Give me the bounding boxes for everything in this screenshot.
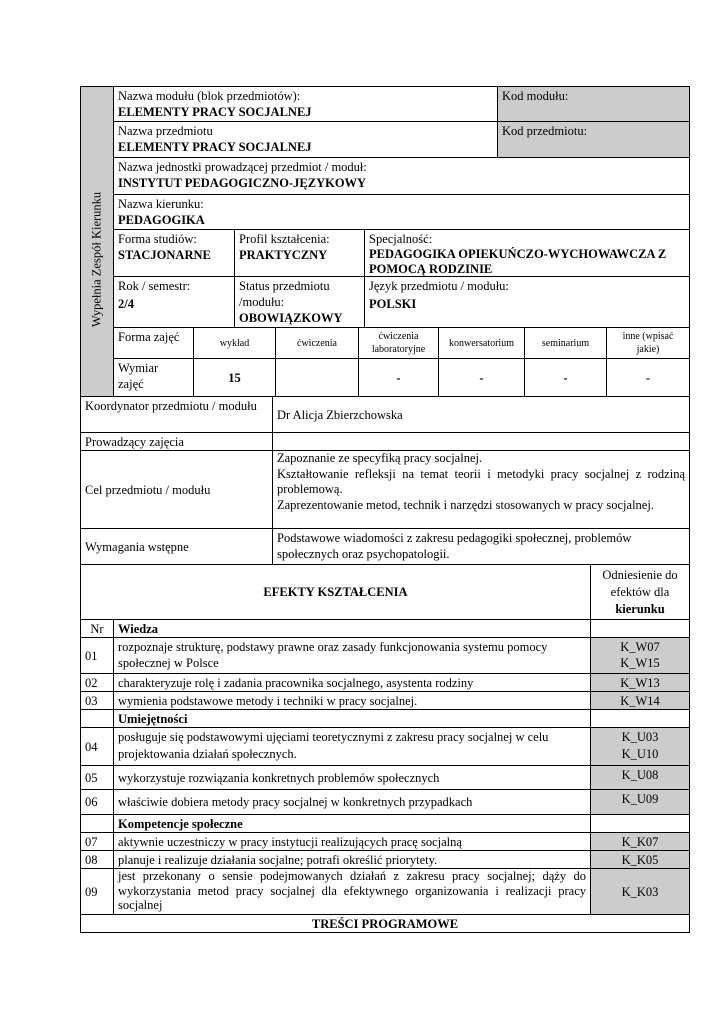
form-value: STACJONARNE [118,248,211,262]
subject-code-cell [497,121,690,158]
field-value: PEDAGOGIKA [118,213,205,227]
effect-03-text: wymienia podstawowe metody i techniki w pracy socjalnej. [113,691,591,710]
side-label: Wypełnia Zespół Kierunku [89,191,104,328]
subject-name-cell [113,121,498,158]
module-label: Nazwa modułu (blok przedmiotów): [118,89,301,103]
subject-label: Nazwa przedmiotu [118,124,213,138]
effect-02-ref: K_W13 [590,673,690,692]
hours-conversation: - [438,358,525,397]
effect-09-nr: 09 [80,868,114,915]
section-social-nr [80,814,114,833]
year-cell [113,276,235,328]
unit-label: Nazwa jednostki prowadzącej przedmiot / moduł: [118,160,367,174]
form-label: Forma studiów: [118,232,197,246]
hours-other: - [606,358,690,397]
effect-09-ref: K_K03 [590,868,690,915]
profile-label: Profil kształcenia: [239,232,330,246]
effect-01-ref-2: K_W15 [620,656,660,670]
module-code-cell [497,86,690,122]
field-cell [113,194,690,230]
effect-01-ref [590,637,690,674]
effect-06-nr: 06 [80,789,114,815]
section-skills-nr [80,709,114,728]
year-label: Rok / semestr: [118,279,191,293]
section-social: Kompetencje społeczne [113,814,591,833]
effect-01-text: rozpoznaje strukturę, podstawy prawne oraz zasady funkcjonowania systemu pomocy społecznej w Polsce [113,637,591,674]
specialty-value: PEDAGOGIKA OPIEKUŃCZO-WYCHOWAWCZA Z POMOCĄ RODZINIE [369,247,667,276]
effect-05-nr: 05 [80,765,114,790]
status-value: OBOWIĄZKOWY [239,311,343,325]
hours-lab: - [358,358,439,397]
effect-03-ref: K_W14 [590,691,690,710]
specialty-label: Specjalność: [369,232,433,246]
instructor-label: Prowadzący zajęcia [85,434,184,449]
section-knowledge-ref [590,619,690,638]
class-header-other: inne (wpisać jakie) [606,327,690,359]
section-knowledge: Wiedza [113,619,591,638]
effects-ref-label-2: efektów dla [610,585,670,599]
effect-06-ref: K_U09 [590,789,690,815]
effect-01-ref-1: K_W07 [620,640,660,654]
effect-02-nr: 02 [80,673,114,692]
goal-line-2: Kształtowanie refleksji na temat teorii i metodyki pracy socjalnej z rodziną problemową. [277,466,685,496]
status-label-1: Status przedmiotu [239,279,330,293]
effect-04-text: posługuje się podstawowymi ujęciami teoretycznymi z zakresu pracy socjalnej w celu projektowania działań społecznych. [113,727,591,766]
effect-04-ref [590,727,690,766]
goal-label: Cel przedmiotu / modułu [85,482,211,497]
requirements-label: Wymagania wstępne [85,539,189,554]
instructor-value-cell [272,432,690,451]
goal-label-cell [80,450,273,529]
module-name-cell [113,86,498,122]
effect-07-text: aktywnie uczestniczy w pracy instytucji realizujących pracę socjalną [113,832,591,851]
effects-ref-header [590,564,690,620]
requirements-value-cell [272,528,690,565]
effects-title: EFEKTY KSZTAŁCENIA [263,585,408,599]
profile-value: PRAKTYCZNY [239,248,328,262]
effect-03-nr: 03 [80,691,114,710]
effect-01-nr: 01 [80,637,114,674]
coordinator-label-cell [80,396,273,433]
nr-header: Nr [80,619,114,638]
language-cell [364,276,690,328]
subject-code-label: Kod przedmiotu: [502,124,588,138]
hours-label-cell [113,358,194,397]
language-value: POLSKI [369,297,417,311]
effect-04-ref-1: K_U03 [621,730,659,744]
field-label: Nazwa kierunku: [118,197,204,211]
class-header-lab: ćwiczenia laboratoryjne [358,327,439,359]
unit-cell [113,157,690,195]
classes-label-cell [113,327,194,359]
class-header-seminar: seminarium [524,327,607,359]
hours-label-2: zajęć [118,377,144,391]
section-social-ref [590,814,690,833]
subject-value: ELEMENTY PRACY SOCJALNEJ [118,140,312,154]
status-cell [234,276,365,328]
coordinator-label: Koordynator przedmiotu / modułu [85,399,257,413]
hours-seminar: - [524,358,607,397]
unit-value: INSTYTUT PEDAGOGICZNO-JĘZYKOWY [118,176,367,190]
status-label-2: /modułu: [239,295,285,309]
requirements-label-cell [80,528,273,565]
program-title: TREŚCI PROGRAMOWE [80,914,690,933]
requirements-value: Podstawowe wiadomości z zakresu pedagogiki społecznej, problemów społecznych oraz psychopatologii. [277,531,632,561]
coordinator-value-cell [272,396,690,433]
goal-value-cell [272,450,690,529]
effect-04-nr: 04 [80,727,114,766]
effect-09-text: jest przekonany o sensie podejmowanych działań z zakresu pracy socjalnej; dąży do wykorzystania metod pracy socjalnej dla efektywnego organizowania i realizacji pracy socjalnej [113,868,591,915]
section-skills-ref [590,709,690,728]
class-header-exercises: ćwiczenia [275,327,359,359]
language-label: Język przedmiotu / modułu: [369,279,509,293]
module-value: ELEMENTY PRACY SOCJALNEJ [118,105,312,119]
effect-07-ref: K_K07 [590,832,690,851]
effects-ref-label-1: Odniesienie do [602,568,678,582]
class-header-conversation: konwersatorium [438,327,525,359]
effect-05-ref: K_U08 [590,765,690,790]
specialty-cell [364,229,690,277]
effect-08-ref: K_K05 [590,850,690,869]
coordinator-value: Dr Alicja Zbierzchowska [277,407,403,422]
section-skills: Umiejętności [113,709,591,728]
effect-02-text: charakteryzuje rolę i zadania pracownika socjalnego, asystenta rodziny [113,673,591,692]
effects-ref-label-3: kierunku [615,602,665,616]
effect-06-text: właściwie dobiera metody pracy socjalnej w konkretnych przypadkach [113,789,591,815]
form-cell [113,229,235,277]
effect-08-nr: 08 [80,850,114,869]
effect-07-nr: 07 [80,832,114,851]
class-header-lecture: wykład [193,327,276,359]
goal-line-1: Zapoznanie ze specyfiką pracy socjalnej. [277,451,483,465]
year-value: 2/4 [118,297,134,311]
hours-lecture: 15 [193,358,276,397]
classes-label: Forma zajęć [118,330,180,344]
hours-label-1: Wymiar [118,361,159,375]
module-code-label: Kod modułu: [502,89,569,103]
effect-04-ref-2: K_U10 [621,747,659,761]
effects-title-cell [80,564,591,620]
instructor-label-cell [80,432,273,451]
hours-exercises [275,358,359,397]
effect-05-text: wykorzystuje rozwiązania konkretnych problemów społecznych [113,765,591,790]
effect-08-text: planuje i realizuje działania socjalne; potrafi określić priorytety. [113,850,591,869]
profile-cell [234,229,365,277]
goal-line-3: Zaprezentowanie metod, technik i narzędzi stosowanych w pracy socjalnej. [277,497,654,512]
